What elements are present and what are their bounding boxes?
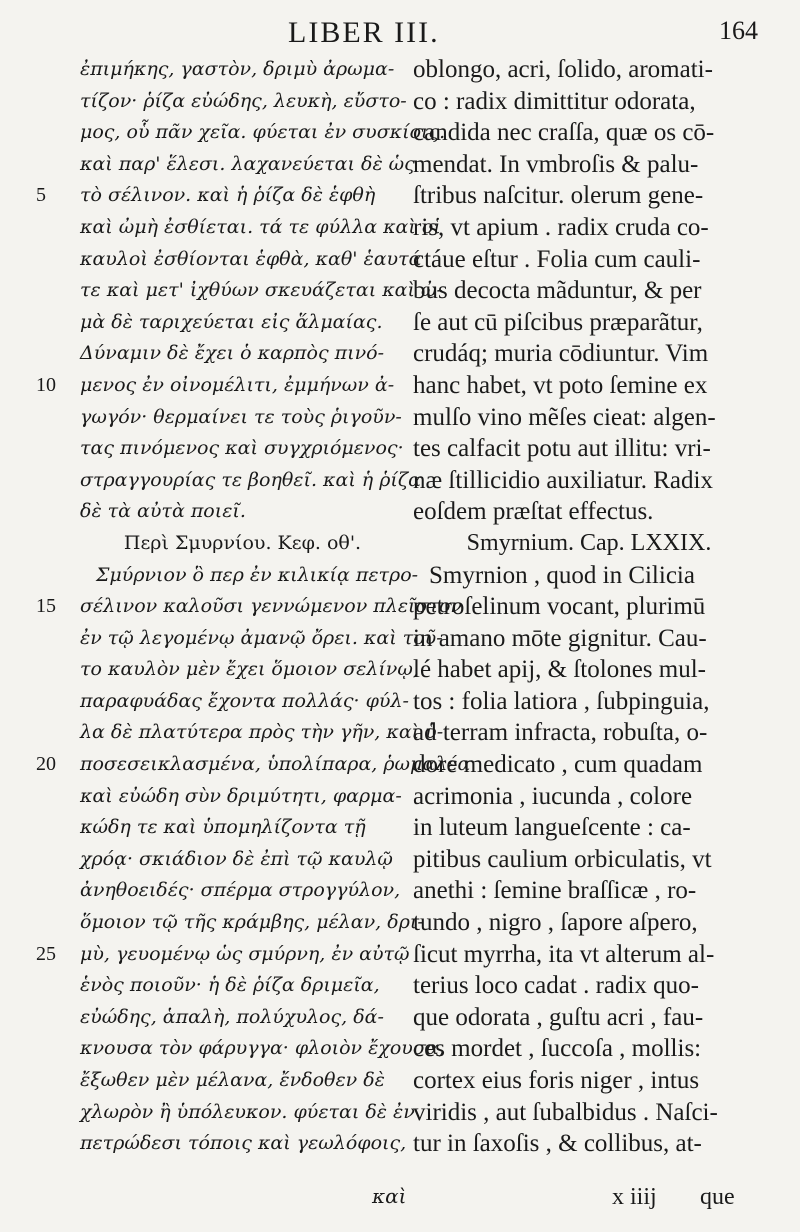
latin-text-line: oblongo, acri, ſolido, aromati- — [413, 56, 713, 83]
margin-line-number: 15 — [36, 595, 56, 618]
latin-text-line: ad terram infracta, robuſta, o- — [413, 719, 708, 747]
greek-text-line: στραγγουρίας τε βοηθεῖ. καὶ ἡ ῥίζα — [80, 468, 421, 491]
latin-text-line: eoſdem præſtat effectus. — [413, 498, 654, 526]
greek-text-line: τας πινόμενος καὶ συγχριόμενος· — [80, 437, 404, 460]
latin-text-line: in luteum langueſcente : ca- — [413, 814, 691, 842]
greek-text-line: ἔξωθεν μὲν μέλανα, ἔνδοθεν δὲ — [80, 1069, 385, 1091]
greek-text-line: χλωρὸν ἢ ὑπόλευκον. φύεται δὲ ἐν — [80, 1100, 415, 1123]
latin-text-line: candida nec craſſa, quæ os cō- — [413, 119, 715, 147]
greek-text-line: χρόᾳ· σκιάδιον δὲ ἐπὶ τῷ καυλῷ — [80, 847, 393, 870]
greek-text-line: ἀνηθοειδές· σπέρμα στρογγύλον, — [80, 879, 401, 902]
greek-text-line: παραφυάδας ἔχοντα πολλάς· φύλ- — [80, 689, 409, 712]
latin-text-line: in amano mōte gignitur. Cau- — [413, 624, 707, 652]
latin-text-line: tundo , nigro , ſapore aſpero, — [413, 909, 698, 937]
latin-text-line: mulſo vino mẽſes cieat: algen- — [413, 403, 716, 431]
running-title: LIBER III. — [288, 16, 440, 49]
greek-text-line: κώδη τε καὶ ὑπομηλίζοντα τῇ — [80, 816, 366, 839]
latin-text-line: ctáue eſtur . Folia cum cauli- — [413, 245, 701, 273]
greek-text-line: μενος ἐν οἰνομέλιτι, ἐμμήνων ἀ- — [80, 373, 395, 396]
greek-text-line: λα δὲ πλατύτερα πρὸς τὴν γῆν, καὶ ὑ- — [80, 721, 444, 744]
page-footer — [0, 1184, 800, 1220]
greek-text-line: καὶ παρ' ἕλεσι. λαχανεύεται δὲ ὡς — [80, 152, 415, 175]
greek-text-line: τε καὶ μετ' ἰχθύων σκευάζεται καὶ ὠ- — [80, 279, 443, 302]
greek-text-line: γωγόν· θερμαίνει τε τοὺς ῥιγοῦν- — [80, 405, 402, 428]
margin-line-number: 25 — [36, 942, 56, 965]
latin-text-line: lé habet apij, & ſtolones mul- — [413, 656, 706, 684]
latin-text-line: que odorata , guſtu acri , fau- — [413, 1003, 704, 1031]
latin-text-line: Smyrnion , quod in Cilicia — [429, 561, 695, 589]
greek-text-line: Δύναμιν δὲ ἔχει ὁ καρπὸς πινό- — [80, 342, 384, 365]
margin-line-number: 5 — [36, 184, 46, 207]
greek-chapter-heading: Περὶ Σμυρνίου. Κεφ. οθ'. — [123, 531, 362, 554]
latin-text-line: ſicut myrrha, ita vt alterum al- — [413, 940, 715, 968]
latin-text-line: ces mordet , ſuccoſa , mollis: — [413, 1035, 702, 1063]
greek-text-line: μὺ, γευομένῳ ὡς σμύρνη, ἐν αὐτῷ — [80, 942, 410, 965]
greek-text-line: ἐπιμήκης, γαστὸν, δριμὺ ἀρωμα- — [80, 58, 395, 80]
latin-text-line: ſe aut cū piſcibus præparãtur, — [413, 308, 703, 336]
latin-chapter-heading: Smyrnium. Cap. LXXIX. — [466, 529, 712, 556]
greek-text-line: ὅμοιον τῷ τῆς κράμβης, μέλαν, δρι- — [80, 911, 424, 934]
latin-text-line: bus decocta mãduntur, & per — [413, 277, 702, 305]
latin-text-line: tes calfacit potu aut illitu: vri- — [413, 435, 711, 463]
latin-text-line: terius loco cadat . radix quo- — [413, 972, 700, 1000]
latin-text-line: dore medicato , cum quadam — [413, 751, 703, 779]
latin-text-line: cortex eius foris niger , intus — [413, 1067, 700, 1094]
greek-text-line: καυλοὶ ἐσθίονται ἑφθὰ, καθ' ἑαυτά — [80, 247, 422, 270]
greek-text-line: σέλινον καλοῦσι γεννώμενον πλεῖστον — [80, 595, 462, 618]
latin-text-line: viridis , aut ſubalbidus . Naſci- — [413, 1098, 718, 1126]
greek-text-line: πετρώδεσι τόποις καὶ γεωλόφοις, — [80, 1132, 407, 1155]
greek-text-line: το καυλὸν μὲν ἔχει ὅμοιον σελίνῳ, — [80, 658, 419, 681]
latin-text-line: ſtribus naſcitur. olerum gene- — [413, 182, 704, 210]
latin-column — [413, 54, 765, 1160]
greek-text-line: μος, οὗ πᾶν χεῖα. φύεται ἐν συσκίοις. — [80, 121, 446, 144]
greek-text-line: κνουσα τὸν φάρυγγα· φλοιὸν ἔχουσα, — [80, 1037, 445, 1060]
latin-text-line: anethi : ſemine braſſicæ , ro- — [413, 877, 697, 905]
latin-text-line: tur in ſaxoſis , & collibus, at- — [413, 1130, 702, 1158]
greek-text-line: καὶ εὐώδη σὺν δριμύτητι, φαρμα- — [80, 784, 402, 807]
signature-mark: x iiij — [612, 1184, 657, 1210]
folio-number: 164 — [719, 16, 758, 45]
greek-text-line: δὲ τὰ αὐτὰ ποιεῖ. — [80, 500, 246, 523]
latin-text-line: ris, vt apium . radix cruda co- — [413, 213, 709, 241]
latin-text-line: petroſelinum vocant, plurimū — [413, 593, 706, 621]
greek-text-line: καὶ ὠμὴ ἐσθίεται. τά τε φύλλα καὶ οἱ — [80, 215, 441, 238]
latin-text-line: co : radix dimittitur odorata, — [413, 87, 696, 115]
page-header — [0, 14, 800, 54]
greek-text-line: τὸ σέλινον. καὶ ἡ ῥίζα δὲ ἑφθὴ — [80, 184, 376, 207]
greek-column — [80, 54, 471, 1160]
greek-catchword: καὶ — [372, 1184, 407, 1208]
latin-text-line: acrimonia , iucunda , colore — [413, 782, 693, 810]
latin-text-line: tos : folia latiora , ſubpinguia, — [413, 687, 710, 715]
greek-text-line: μὰ δὲ ταριχεύεται εἰς ἅλμαίας. — [80, 310, 383, 333]
latin-text-line: crudáq; muria cōdiuntur. Vim — [413, 340, 709, 368]
margin-line-number: 10 — [36, 374, 56, 396]
margin-line-number: 20 — [36, 753, 56, 776]
greek-text-line: εὐώδης, ἁπαλὴ, πολύχυλος, δά- — [80, 1005, 384, 1028]
latin-text-line: pitibus caulium orbiculatis, vt — [413, 845, 712, 873]
greek-text-line: τίζον· ῥίζα εὐώδης, λευκὴ, εὔστο- — [80, 89, 407, 112]
latin-text-line: hanc habet, vt poto ſemine ex — [413, 371, 708, 399]
latin-catchword: que — [700, 1184, 735, 1210]
greek-text-line: Σμύρνιον ὃ περ ἐν κιλικίᾳ πετρο- — [96, 563, 419, 586]
greek-text-line: ἑνὸς ποιοῦν· ἡ δὲ ῥίζα δριμεῖα, — [80, 974, 380, 997]
latin-text-line: mendat. In vmbroſis & palu- — [413, 150, 699, 178]
greek-text-line: ἐν τῷ λεγομένῳ ἀμανῷ ὄρει. καὶ τοῦ- — [80, 626, 443, 649]
greek-text-line: ποσεσεικλασμένα, ὑπολίπαρα, ῥωμαλέα — [80, 753, 471, 776]
latin-text-line: næ ſtillicidio auxiliatur. Radix — [413, 466, 713, 494]
